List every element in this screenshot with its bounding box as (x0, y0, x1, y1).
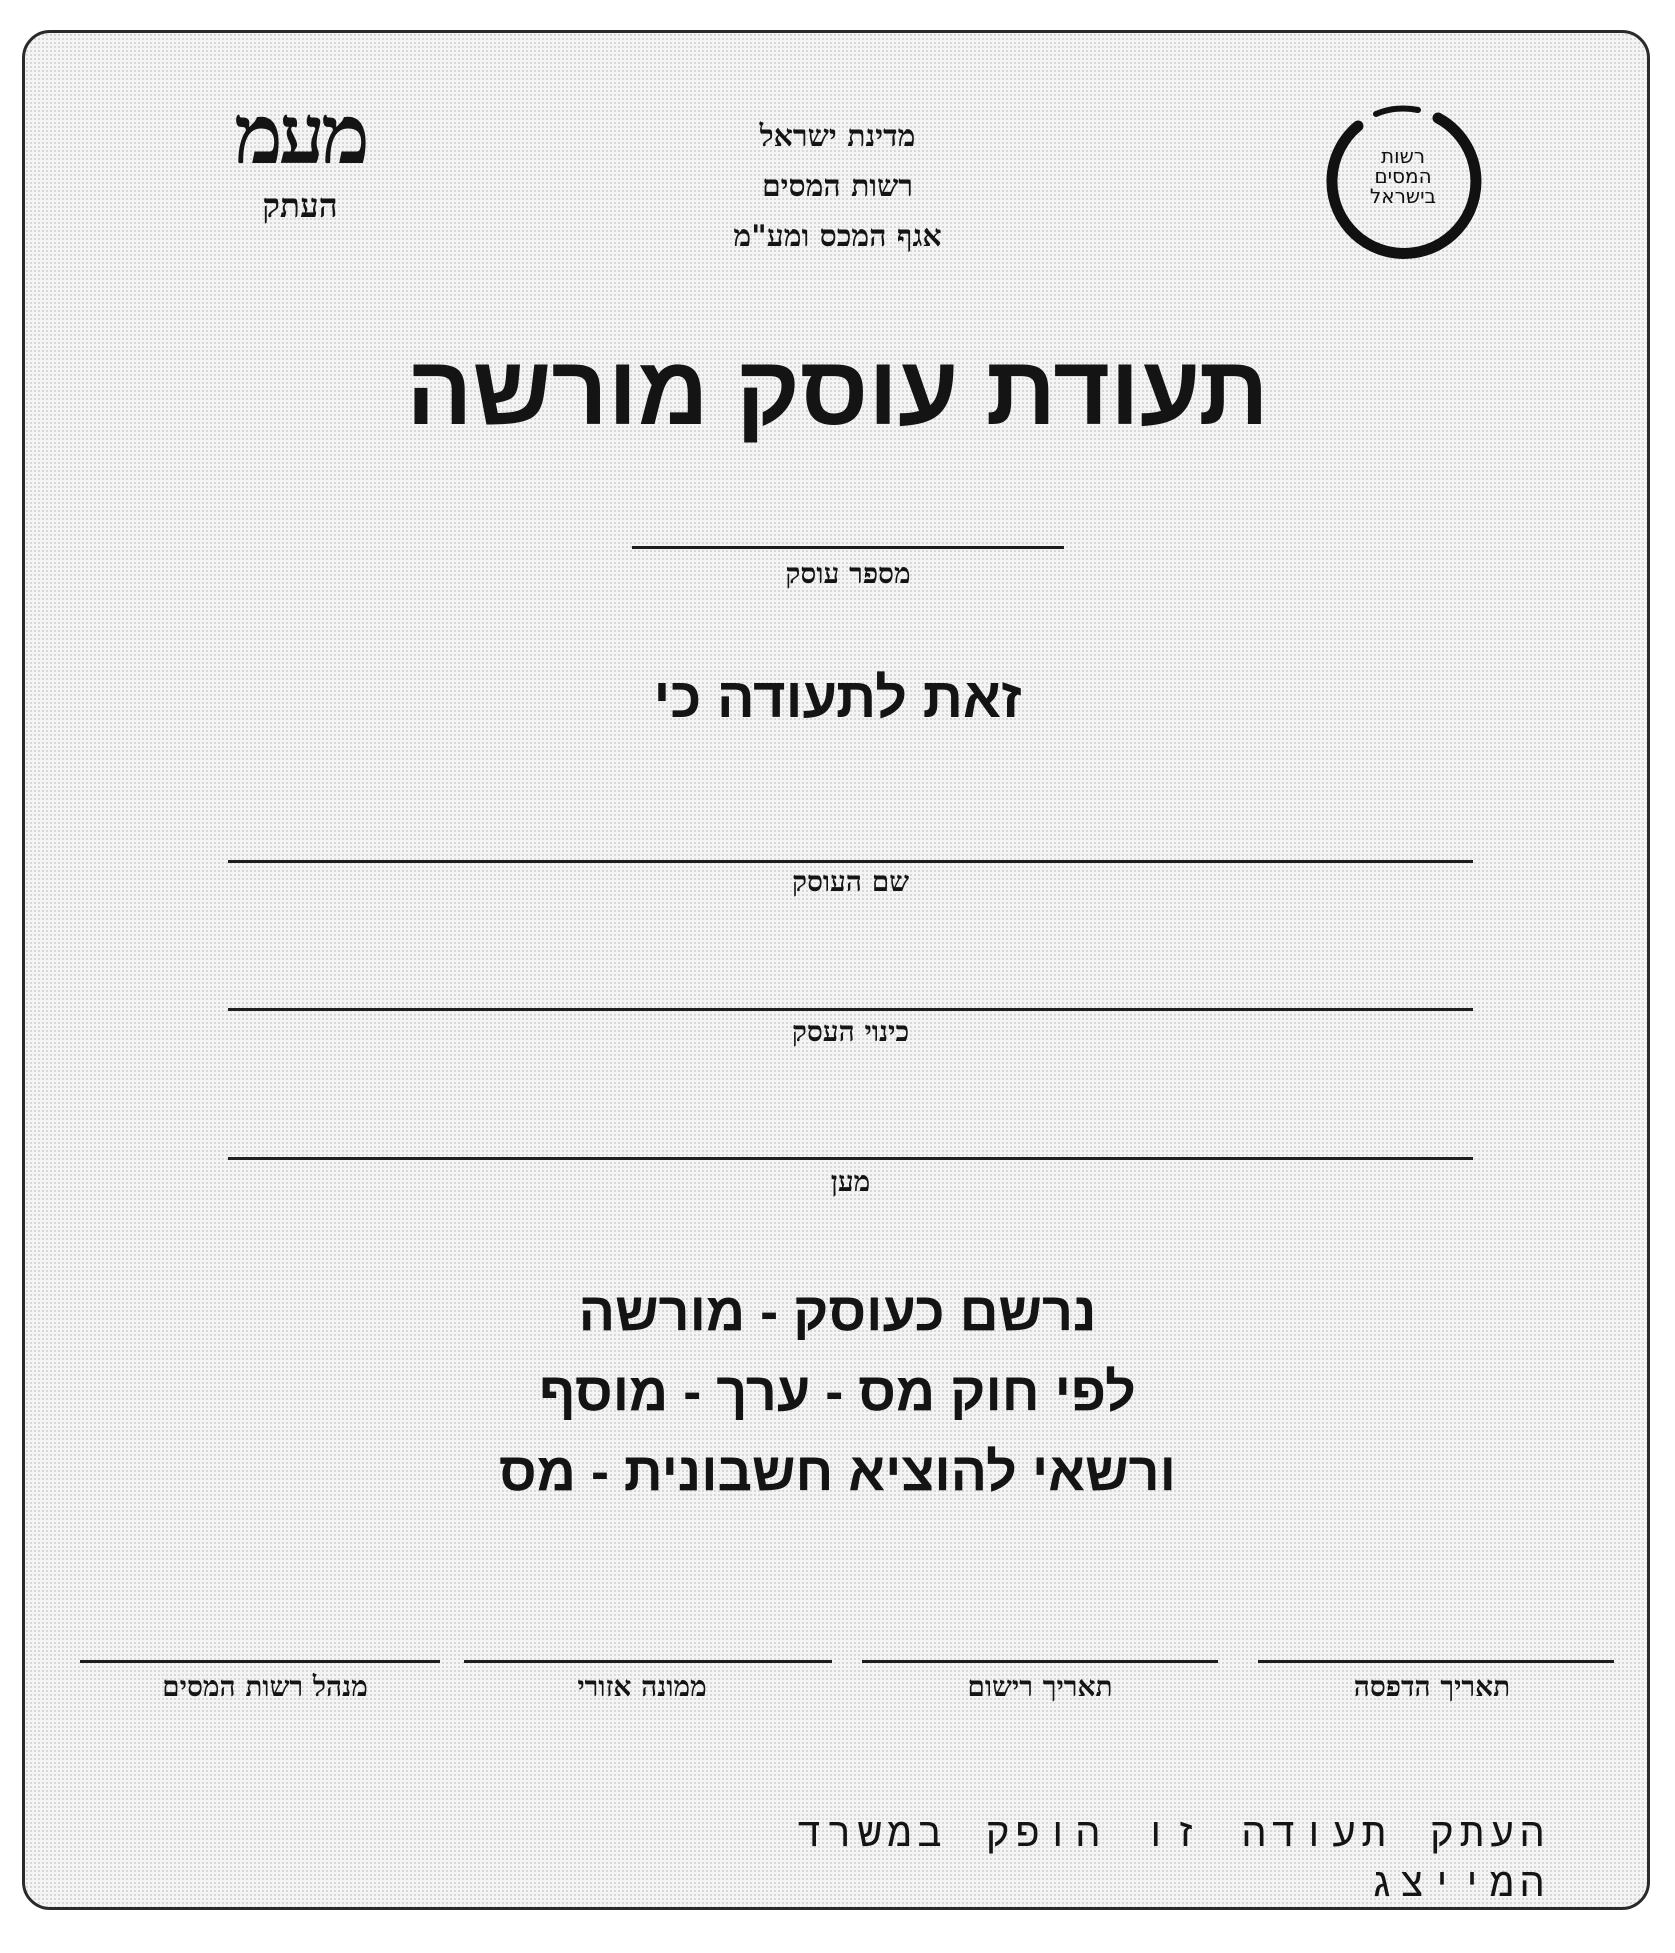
dealer-name-line (228, 860, 1473, 863)
print-date-line (1258, 1660, 1614, 1663)
seal-text (1348, 146, 1458, 206)
registration-statement (0, 1272, 1675, 1512)
copy-label: העתק (262, 186, 338, 225)
certificate-intro: זאת לתעודה כי (653, 666, 1022, 729)
header-department: אגף המכס ומע"מ (733, 219, 942, 254)
header-state: מדינת ישראל (759, 119, 916, 154)
seal-line-1: רשות (1380, 144, 1426, 168)
print-date-label: תאריך הדפסה (1353, 1670, 1511, 1703)
regional-officer-label: ממונה אזורי (577, 1670, 707, 1703)
certificate-title: תעודת עוסק מורשה (406, 335, 1269, 445)
issuer-header (600, 112, 1075, 262)
address-label: מען (830, 1165, 871, 1198)
address-line (228, 1157, 1473, 1160)
header-authority: רשות המסים (761, 169, 914, 204)
regional-officer-line (464, 1660, 832, 1663)
director-line (80, 1660, 440, 1663)
dealer-number-label: מספר עוסק (785, 557, 911, 590)
dealer-number-line (632, 546, 1064, 549)
seal-line-2: המסים (1374, 164, 1432, 188)
certificate-frame (22, 30, 1650, 1910)
vat-mark: מעמ (234, 87, 366, 183)
director-label: מנהל רשות המסים (162, 1670, 368, 1703)
business-name-label: כינוי העסק (791, 1015, 910, 1048)
registration-date-label: תאריך רישום (967, 1670, 1113, 1703)
dealer-name-label: שם העוסק (791, 865, 910, 898)
vat-logo (175, 87, 425, 228)
seal-line-3: בישראל (1369, 184, 1437, 208)
copy-footer-note: העתק תעודה זו הופק במשרד המייצג (797, 1810, 1550, 1906)
statement-line-1: נרשם כעוסק - מורשה (578, 1282, 1097, 1342)
business-name-line (228, 1008, 1473, 1011)
statement-line-3: ורשאי להוציא חשבונית - מס (499, 1442, 1176, 1502)
statement-line-2: לפי חוק מס - ערך - מוסף (539, 1362, 1136, 1422)
registration-date-line (862, 1660, 1218, 1663)
